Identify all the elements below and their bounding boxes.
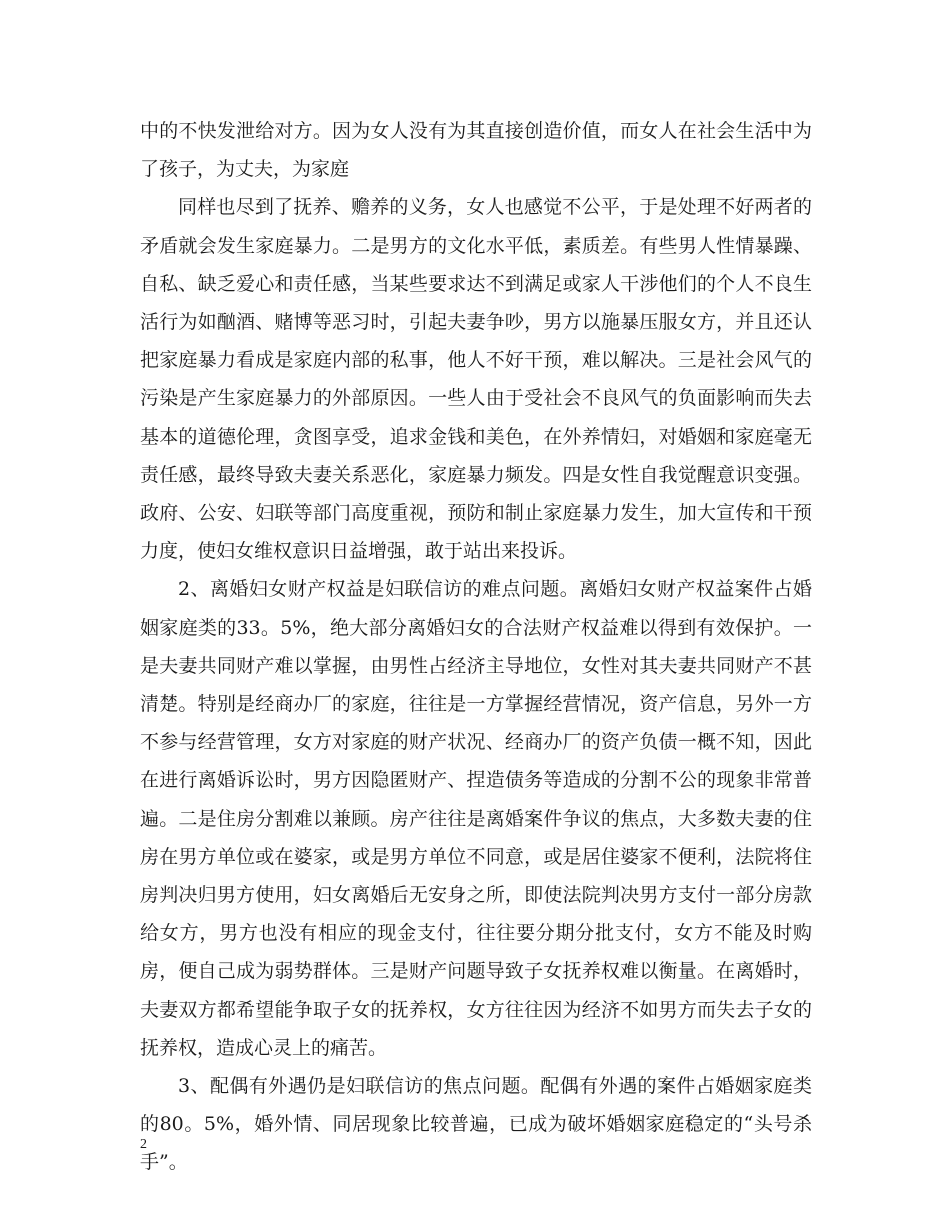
- page-number: 2: [140, 1137, 147, 1152]
- paragraph-2: 同样也尽到了抚养、赡养的义务，女人也感觉不公平，于是处理不好两者的矛盾就会发生家庭暴力。二是男方的文化水平低，素质差。有些男人性情暴躁、自私、缺乏爱心和责任感，当某些要求达不到满足或家人干涉他们的个人不良生活行为如酗酒、赌博等恶习时，引起夫妻争吵，男方以施暴压服女方，并且还认把家庭暴力看成是家庭内部的私事，他人不好干预，难以解决。三是社会风气的污染是产生家庭暴力的外部原因。一些人由于受社会不良风气的负面影响而失去基本的道德伦理，贪图享受，追求金钱和美色，在外养情妇，对婚姻和家庭毫无责任感，最终导致夫妻关系恶化，家庭暴力频发。四是女性自我觉醒意识变强。政府、公安、妇联等部门高度重视，预防和制止家庭暴力发生，加大宣传和干预力度，使妇女维权意识日益增强，敢于站出来投诉。: [140, 196, 812, 563]
- paragraph-3: 2、离婚妇女财产权益是妇联信访的难点问题。离婚妇女财产权益案件占婚姻家庭类的33。5%，绝大部分离婚妇女的合法财产权益难以得到有效保护。一是夫妻共同财产难以掌握，由男性占经济主导地位，女性对其夫妻共同财产不甚清楚。特别是经商办厂的家庭，往往是一方掌握经营情况，资产信息，另外一方不参与经营管理，女方对家庭的财产状况、经商办厂的资产负债一概不知，因此在进行离婚诉讼时，男方因隐匿财产、捏造债务等造成的分割不公的现象非常普遍。二是住房分割难以兼顾。房产往往是离婚案件争议的焦点，大多数夫妻的住房在男方单位或在婆家，或是男方单位不同意，或是居住婆家不便利，法院将住房判决归男方使用，妇女离婚后无安身之所，即使法院判决男方支付一部分房款给女方，男方也没有相应的现金支付，往往要分期分批支付，女方不能及时购房，便自己成为弱势群体。三是财产问题导致子女抚养权难以衡量。在离婚时，夫妻双方都希望能争取子女的抚养权，女方往往因为经济不如男方而失去子女的抚养权，造成心灵上的痛苦。: [140, 578, 812, 1059]
- document-body: [140, 112, 812, 1182]
- paragraph-4: 3、配偶有外遇仍是妇联信访的焦点问题。配偶有外遇的案件占婚姻家庭类的80。5%，婚外情、同居现象比较普遍，已成为破坏婚姻家庭稳定的“头号杀手”。: [140, 1075, 812, 1174]
- paragraph-1: 中的不快发泄给对方。因为女人没有为其直接创造价值，而女人在社会生活中为了孩子，为丈夫，为家庭: [140, 120, 812, 181]
